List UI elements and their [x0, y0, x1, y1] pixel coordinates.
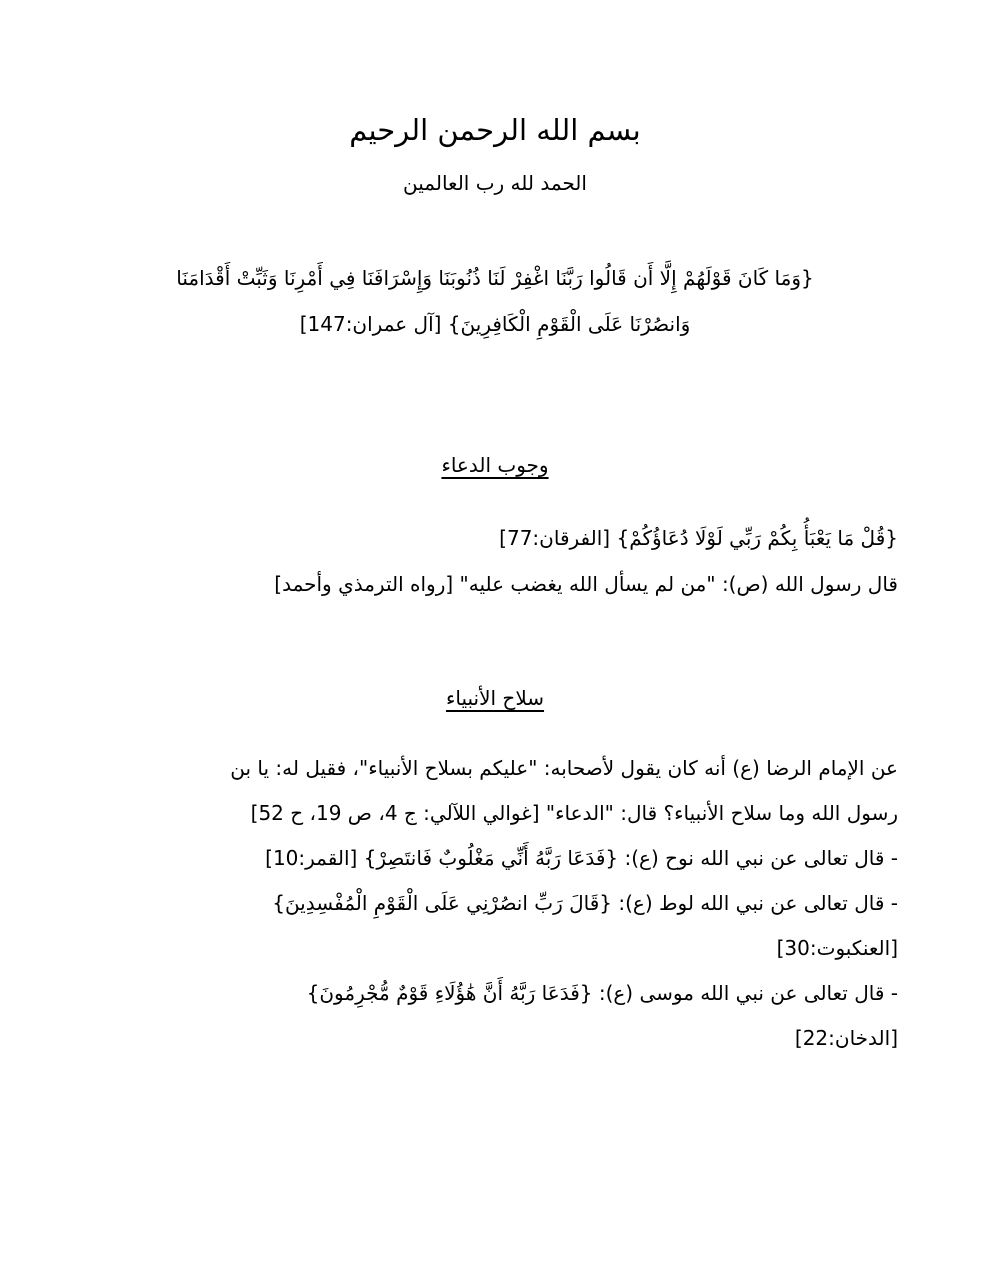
section-body-duty-of-dua: [108, 515, 898, 607]
section-body-weapon-of-prophets: [108, 746, 898, 1061]
section-heading-duty-of-dua: وجوب الدعاء: [441, 453, 549, 477]
body-line: {قُلْ مَا يَعْبَأُ بِكُمْ رَبِّي لَوْلَا دُعَاؤُكُمْ} [الفرقان:77]: [499, 526, 898, 550]
body-line: قال رسول الله (ص): "من لم يسأل الله يغضب عليه" [رواه الترمذي وأحمد]: [274, 572, 898, 596]
body-line: [العنكبوت:30]: [776, 936, 898, 960]
body-line: - قال تعالى عن نبي الله موسى (ع): {فَدَعَا رَبَّهُ أَنَّ هَٰؤُلَاءِ قَوْمٌ مُّجْرِمُونَ}: [306, 981, 898, 1005]
opening-verse-line: وَانصُرْنَا عَلَى الْقَوْمِ الْكَافِرِينَ} [آل عمران:147]: [299, 312, 691, 336]
body-line: [الدخان:22]: [794, 1026, 898, 1050]
basmala-title: بسم الله الرحمن الرحيم: [349, 113, 641, 147]
body-line: - قال تعالى عن نبي الله لوط (ع): {قَالَ رَبِّ انصُرْنِي عَلَى الْقَوْمِ الْمُفْسِدِينَ}: [272, 891, 898, 915]
body-line: رسول الله وما سلاح الأنبياء؟ قال: "الدعاء" [غوالي اللآلي: ج 4، ص 19، ح 52]: [250, 801, 898, 825]
opening-verse-line: {وَمَا كَانَ قَوْلَهُمْ إِلَّا أَن قَالُوا رَبَّنَا اغْفِرْ لَنَا ذُنُوبَنَا وَإِسْرَافَنَا فِي أَمْرِنَا وَثَبِّتْ أَقْدَامَنَا: [176, 266, 814, 290]
hamd-subtitle: الحمد لله رب العالمين: [403, 171, 587, 195]
section-heading-weapon-of-prophets: سلاح الأنبياء: [445, 686, 545, 710]
opening-verse: [90, 255, 900, 347]
body-line: عن الإمام الرضا (ع) أنه كان يقول لأصحابه: "عليكم بسلاح الأنبياء"، فقيل له: يا بن: [230, 756, 898, 780]
body-line: - قال تعالى عن نبي الله نوح (ع): {فَدَعَا رَبَّهُ أَنِّي مَغْلُوبٌ فَانتَصِرْ} [القمر:10]: [265, 846, 898, 870]
